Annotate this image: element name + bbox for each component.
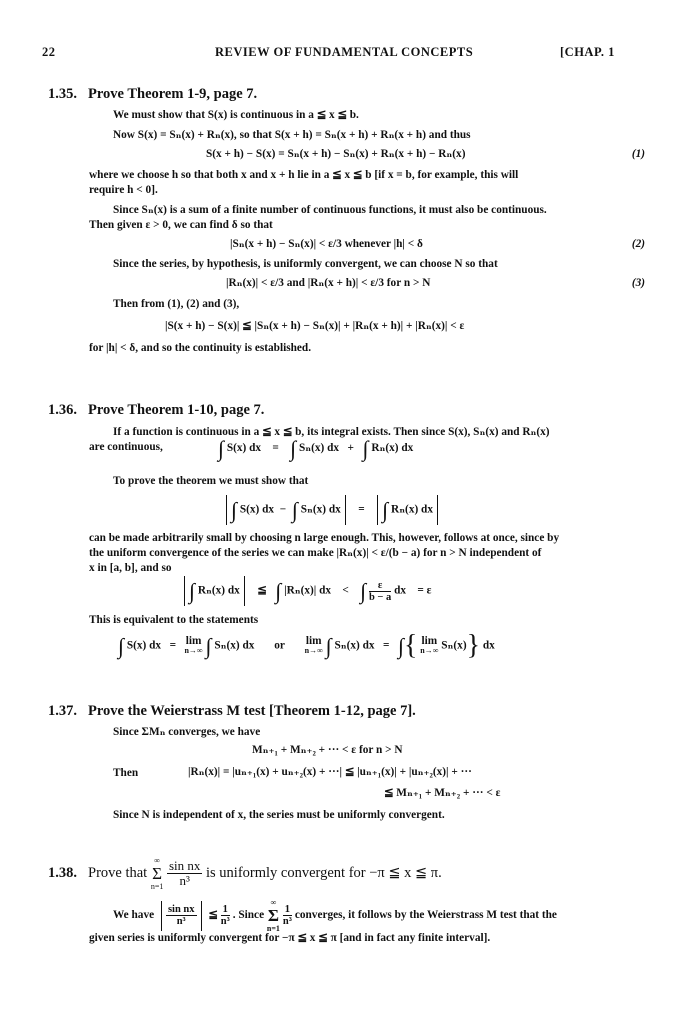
limit: lim n→∞ xyxy=(304,635,323,655)
limit-equation: ∫ S(x) dx = lim n→∞ ∫ Sₙ(x) dx or lim n→∞ ∫ Sₙ(x) dx = ∫{ lim n→∞ Sₙ(x)} dx xyxy=(118,630,495,661)
equation-2: |Sₙ(x + h) − Sₙ(x)| < ε/3 whenever |h| < δ xyxy=(230,238,423,250)
text: We have xyxy=(113,909,155,922)
equation-tag: (1) xyxy=(631,148,645,160)
integral-sign: ∫ xyxy=(397,633,404,659)
operator: ≦ xyxy=(208,909,218,922)
limit: lim n→∞ xyxy=(420,635,439,655)
text: . Since xyxy=(232,909,265,922)
equation-1: S(x + h) − S(x) = Sₙ(x + h) − Sₙ(x) + Rₙ(x + h) − Rₙ(x) xyxy=(206,148,466,160)
problem-title-text: Prove the Weierstrass M test [Theorem 1-12, page 7]. xyxy=(88,703,416,719)
equation-tag: (2) xyxy=(631,238,645,250)
integral-sign: ∫ xyxy=(290,436,297,461)
integral-equation-2 xyxy=(222,495,442,525)
equation-3: |Rₙ(x)| < ε/3 and |Rₙ(x + h)| < ε/3 for n > N xyxy=(226,277,431,289)
integrand: S(x) dx xyxy=(226,442,262,454)
problem-title-text: Prove Theorem 1-9, page 7. xyxy=(88,86,258,102)
text-line: can be made arbitrarily small by choosing n large enough. This, however, follows at once, since by xyxy=(89,532,560,544)
chapter-label: [CHAP. 1 xyxy=(560,45,615,59)
operator: = xyxy=(272,442,279,454)
fraction: $\frac{\varepsilon}{b - a}$ xyxy=(368,579,392,603)
integral-sign: ∫ xyxy=(275,578,282,604)
integral-sign: ∫ xyxy=(231,497,238,523)
text-line: Since Sₙ(x) is a sum of a finite number of continuous functions, it must also be continuous. xyxy=(113,204,547,216)
fraction: $\frac{1}{\text{n³}}$ xyxy=(220,904,230,927)
operator: = xyxy=(383,639,390,652)
then-label: Then xyxy=(113,767,139,779)
problem-1-36-title xyxy=(48,402,264,419)
integrand: Sₙ(x) dx xyxy=(300,503,341,516)
integrand: Sₙ(x) dx xyxy=(298,442,340,454)
operator: + xyxy=(347,442,354,454)
text-line: Since ΣMₙ converges, we have xyxy=(113,726,261,738)
integral-sign: ∫ xyxy=(218,436,225,461)
problem-1-37-title xyxy=(48,703,416,720)
text-line: To prove the theorem we must show that xyxy=(113,475,309,487)
text-line: require h < 0]. xyxy=(89,184,158,196)
integral-equation-1 xyxy=(218,436,414,461)
solution-line xyxy=(113,898,557,933)
integral-sign: ∫ xyxy=(362,436,369,461)
fraction: $\frac{\text{sin nx}}{\text{n³}}$ xyxy=(167,904,195,927)
text: converges, it follows by the Weierstrass M test that the xyxy=(294,909,557,922)
prove-that-text: Prove that xyxy=(88,864,148,881)
fraction: $\frac{1}{\text{n³}}$ xyxy=(282,904,292,927)
integrand: |Rₙ(x)| dx xyxy=(284,584,332,597)
equation-1: Mₙ₊₁ + Mₙ₊₂ + ··· < ε for n > N xyxy=(252,744,403,756)
problem-number: 1.35. xyxy=(48,86,77,102)
integral-sign: ∫ xyxy=(205,633,212,659)
problem-number: 1.38. xyxy=(48,864,77,881)
operator: ≦ xyxy=(257,584,267,597)
integrand: Sₙ(x) dx xyxy=(334,639,375,652)
or-text: or xyxy=(274,639,285,652)
text-line: where we choose h so that both x and x + h lie in a ≦ x ≦ b [if x = b, for example, this will xyxy=(89,169,519,181)
result: = ε xyxy=(417,584,432,597)
problem-1-35-title xyxy=(48,86,257,103)
integral-sign: ∫ xyxy=(189,578,196,604)
text-line: x in [a, b], and so xyxy=(89,562,172,574)
text-line: Since N is independent of x, the series must be uniformly convergent. xyxy=(113,809,445,821)
operator: < xyxy=(342,584,349,597)
text-line: given series is uniformly convergent for −π ≦ x ≦ π [and in fact any finite interval]. xyxy=(89,932,491,944)
integral-sign: ∫ xyxy=(382,497,389,523)
text-line: If a function is continuous in a ≦ x ≦ b, its integral exists. Then since S(x), Sₙ(x) and Rₙ(x) xyxy=(113,426,550,438)
integrand: S(x) dx xyxy=(126,639,162,652)
differential: dx xyxy=(482,639,495,652)
equation-4: |S(x + h) − S(x)| ≦ |Sₙ(x + h) − Sₙ(x)| + |Rₙ(x + h)| + |Rₙ(x)| < ε xyxy=(165,320,465,332)
integrand: S(x) dx xyxy=(239,503,275,516)
integral-inequality xyxy=(180,576,431,606)
text-line: This is equivalent to the statements xyxy=(89,614,259,626)
integrand: Sₙ(x) dx xyxy=(214,639,255,652)
integral-sign: ∫ xyxy=(325,633,332,659)
text-line: Then from (1), (2) and (3), xyxy=(113,298,240,310)
integrand: Sₙ(x) xyxy=(441,639,467,652)
integral-sign: ∫ xyxy=(291,497,298,523)
operator: = xyxy=(169,639,176,652)
text-line: Since the series, by hypothesis, is uniformly convergent, we can choose N so that xyxy=(113,258,498,270)
problem-number: 1.37. xyxy=(48,703,77,719)
equation-tag: (3) xyxy=(631,277,645,289)
equation-2: |Rₙ(x)| = |uₙ₊₁(x) + uₙ₊₂(x) + ···| ≦ |uₙ₊₁(x)| + |uₙ₊₂(x)| + ··· xyxy=(188,766,472,778)
integral-sign: ∫ xyxy=(118,633,125,659)
operator: − xyxy=(279,503,287,516)
integral-sign: ∫ xyxy=(360,578,367,604)
text-line: Now S(x) = Sₙ(x) + Rₙ(x), so that S(x + h) = Sₙ(x + h) + Rₙ(x + h) and thus xyxy=(113,129,471,141)
text-line: are continuous, xyxy=(89,441,163,453)
text-line: the uniform convergence of the series we can make |Rₙ(x)| < ε/(b − a) for n > N independent of xyxy=(89,547,542,559)
problem-title-text: Prove Theorem 1-10, page 7. xyxy=(88,402,265,418)
integrand: Rₙ(x) dx xyxy=(391,503,433,516)
operator: = xyxy=(358,503,365,516)
text-line: for |h| < δ, and so the continuity is established. xyxy=(89,342,312,354)
differential: dx xyxy=(394,584,407,597)
running-title: REVIEW OF FUNDAMENTAL CONCEPTS xyxy=(215,45,474,59)
problem-title-text: is uniformly convergent for −π ≦ x ≦ π. xyxy=(206,864,442,881)
problem-number: 1.36. xyxy=(48,402,77,418)
integrand: Rₙ(x) dx xyxy=(197,584,240,597)
summation: ∞ Σ n=1 xyxy=(266,898,280,933)
problem-1-38-title xyxy=(48,856,442,891)
summation: ∞ Σ n=1 xyxy=(150,856,164,891)
text-line: We must show that S(x) is continuous in a ≦ x ≦ b. xyxy=(113,109,359,121)
integrand: Rₙ(x) dx xyxy=(371,442,414,454)
limit: lim n→∞ xyxy=(184,635,203,655)
page-number: 22 xyxy=(42,45,56,59)
fraction: $\frac{\text{sin nx}}{\text{n³}}$ xyxy=(168,858,201,888)
text-line: Then given ε > 0, we can find δ so that xyxy=(89,219,273,231)
equation-3: ≦ Mₙ₊₁ + Mₙ₊₂ + ··· < ε xyxy=(384,787,501,799)
